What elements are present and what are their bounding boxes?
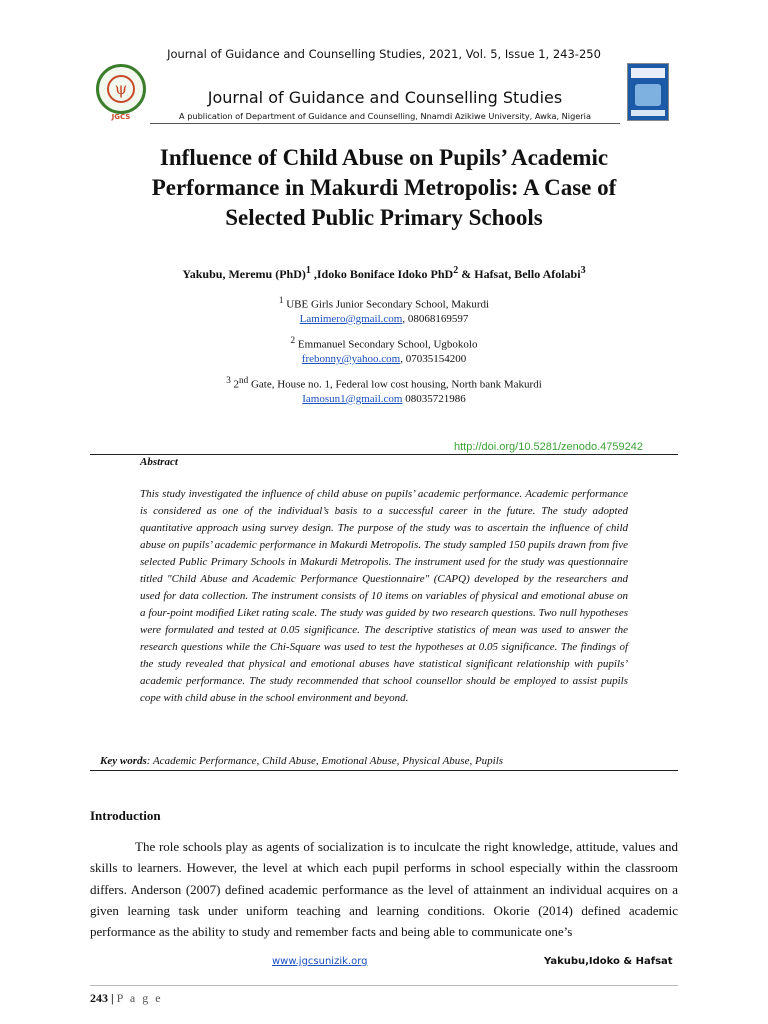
psi-icon: ψ xyxy=(107,75,135,103)
affiliation-3: $^3$ 2nd Gate, House no. 1, Federal low cost housing, North bank Makurdi Iamosun1@gmail.com 08035721986 xyxy=(226,375,542,405)
affiliation-2: $^2$ Emmanuel Secondary School, Ugbokolo frebonny@yahoo.com, 07035154200 xyxy=(290,335,478,365)
journal-cover-icon xyxy=(627,63,669,121)
email-link[interactable]: Iamosun1@gmail.com xyxy=(302,392,403,405)
email-link[interactable]: Lamimero@gmail.com xyxy=(299,312,403,325)
footer-url-link[interactable]: www.jgcsunizik.org xyxy=(272,956,368,967)
page-number: 243 | P a g e xyxy=(90,991,163,1005)
logo-tag: JGCS xyxy=(111,113,131,121)
doi-link[interactable]: http://doi.org/10.5281/zenodo.4759242 xyxy=(454,441,643,453)
keywords: Key words: Academic Performance, Child Abuse, Emotional Abuse, Physical Abuse, Pupils xyxy=(100,755,504,767)
abstract-top-rule xyxy=(90,454,678,455)
footer-divider xyxy=(90,985,678,986)
abstract-heading: Abstract xyxy=(140,456,178,468)
abstract-bottom-rule xyxy=(90,770,678,771)
email-link[interactable]: frebonny@yahoo.com xyxy=(301,352,401,365)
introduction-text: The role schools play as agents of socialization is to inculcate the right knowledge, attitude, values and skills to learners. However, the level at which each pupil performs in school especially within the classroom differs. Anderson (2007) defined academic performance as the level of attainment an individual acquires on a given learning task under uniform teaching and learning conditions. Okorie (2014) defined academic performance as the ability to study and remember facts and being able to communicate one’s xyxy=(90,839,678,940)
running-header: Journal of Guidance and Counselling Studies, 2021, Vol. 5, Issue 1, 243-250 xyxy=(167,47,601,61)
journal-logo xyxy=(96,64,146,114)
journal-subtitle: A publication of Department of Guidance and Counselling, Nnamdi Azikiwe University, Awka, Nigeria xyxy=(179,111,591,121)
author-list: Yakubu, Meremu (PhD)$^1$ ,Idoko Boniface Idoko PhD$^2$ & Hafsat, Bello Afolabi$^3$ xyxy=(182,265,586,281)
paper-title: Influence of Child Abuse on Pupils’ Academic Performance in Makurdi Metropolis: A Case of Selected Public Primary Schools xyxy=(151,145,617,230)
abstract-text: This study investigated the influence of child abuse on pupils’ academic performance. Academic performance is considered as one of the individual’s basis to a successful career in the future. The study adopted quantitative approach using survey design. The purpose of the study was to ascertain the influence of child abuse on pupils’ academic performance in Makurdi Metropolis. The study sampled 150 pupils drawn from five selected Public Primary Schools in Makurdi Metropolis. The instrument used for the study was questionnaire titled "Child Abuse and Academic Performance Questionnaire" (CAPQ) developed by the researchers and used for data collection. The instrument consists of 10 items on variables of physical and emotional abuse on a four-point modified Liket rating scale. The study was guided by two research questions. Two null hypotheses were formulated and tested at 0.05 significance. The descriptive statistics of mean was used to answer the research questions while the Chi-Square was used to test the hypotheses at 0.05 significance. The findings of the study revealed that physical and emotional abuses have statistical significant relationship with pupils’ academic performance. The study recommended that school counsellor should be employed to assist pupils cope with child abuse in the school environment and beyond. xyxy=(140,488,628,704)
journal-name: Journal of Guidance and Counselling Studies xyxy=(207,88,563,107)
footer-authors: Yakubu,Idoko & Hafsat xyxy=(544,956,673,967)
affiliation-1: $^1$ UBE Girls Junior Secondary School, Makurdi Lamimero@gmail.com, 08068169597 xyxy=(278,295,490,325)
introduction-heading: Introduction xyxy=(90,808,161,823)
header-divider xyxy=(150,123,620,124)
